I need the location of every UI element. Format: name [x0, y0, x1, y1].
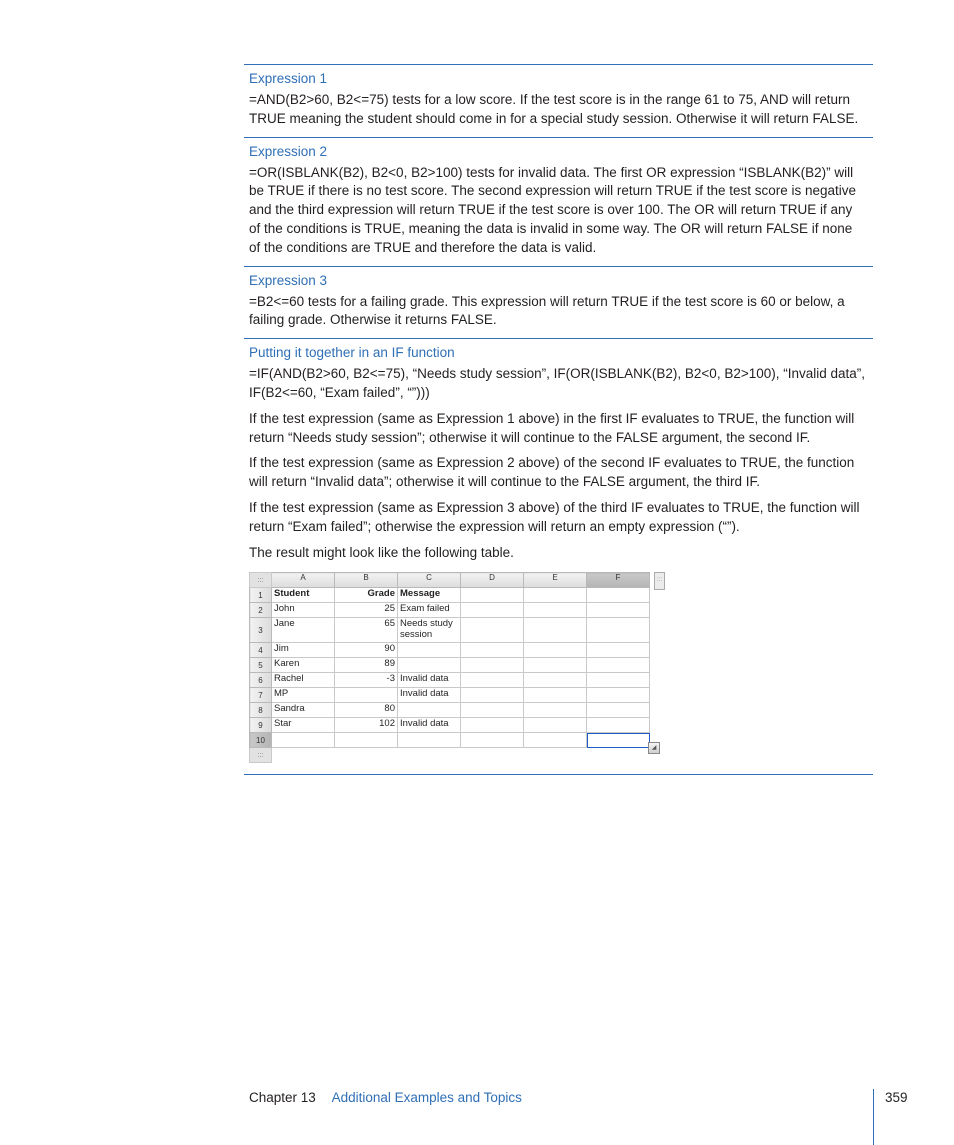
cell[interactable] — [587, 688, 650, 703]
cell[interactable] — [587, 658, 650, 673]
table-row — [250, 603, 650, 618]
cell[interactable]: Grade — [335, 588, 398, 603]
cell[interactable]: Sandra — [272, 703, 335, 718]
explanation-paragraph: If the test expression (same as Expression 1 above) in the first IF evaluates to TRUE, the function will return “Needs study session”; otherwise it will continue to the FALSE argument, the second IF. — [249, 410, 855, 445]
cell[interactable] — [524, 673, 587, 688]
cell[interactable]: Invalid data — [398, 718, 461, 733]
spreadsheet-table — [249, 572, 650, 763]
cell[interactable] — [461, 658, 524, 673]
cell[interactable] — [587, 643, 650, 658]
expression-1-heading: Expression 1 — [249, 71, 328, 86]
table-row — [250, 618, 650, 643]
cell[interactable]: Jane — [272, 618, 335, 643]
cell[interactable] — [587, 673, 650, 688]
cell[interactable]: Student — [272, 588, 335, 603]
cell[interactable] — [587, 718, 650, 733]
column-header-f[interactable]: F — [587, 573, 650, 588]
cell[interactable]: 102 — [335, 718, 398, 733]
cell[interactable]: Invalid data — [398, 688, 461, 703]
cell[interactable]: Message — [398, 588, 461, 603]
selected-cell[interactable] — [587, 733, 650, 748]
cell[interactable] — [272, 733, 335, 748]
cell[interactable]: 25 — [335, 603, 398, 618]
cell[interactable]: Karen — [272, 658, 335, 673]
column-grip-handle[interactable]: ::: — [654, 572, 665, 590]
row-header[interactable]: 2 — [250, 603, 272, 618]
cell[interactable] — [587, 603, 650, 618]
cell[interactable] — [461, 688, 524, 703]
cell[interactable] — [335, 733, 398, 748]
cell[interactable] — [524, 588, 587, 603]
cell[interactable] — [461, 588, 524, 603]
row-header[interactable]: 1 — [250, 588, 272, 603]
cell[interactable] — [524, 703, 587, 718]
sheet-corner[interactable]: ::: — [250, 573, 272, 588]
expression-3-section — [244, 266, 873, 339]
column-header-row — [250, 573, 650, 588]
cell[interactable] — [398, 658, 461, 673]
cell[interactable] — [461, 718, 524, 733]
cell[interactable] — [461, 733, 524, 748]
cell[interactable] — [461, 643, 524, 658]
row-header[interactable]: 9 — [250, 718, 272, 733]
result-intro: The result might look like the following table. — [249, 544, 514, 560]
expression-2-text: =OR(ISBLANK(B2), B2<0, B2>100) tests for invalid data. The first OR expression “ISBLANK(B2)” will be TRUE if there is no test score. The second expression will return TRUE if the test score is negative and the third expression will return TRUE if the test score is over 100. The OR will return TRUE if any of the conditions is TRUE, meaning the data is invalid in some way. The OR will return FALSE if none of the conditions are TRUE and therefore the data is valid. — [249, 164, 857, 255]
cell[interactable] — [524, 643, 587, 658]
cell[interactable] — [398, 643, 461, 658]
if-function-heading: Putting it together in an IF function — [249, 345, 455, 361]
if-function-section — [244, 338, 873, 775]
cell[interactable] — [524, 603, 587, 618]
expression-3-heading: Expression 3 — [249, 272, 328, 288]
row-grip[interactable]: ::: — [250, 748, 272, 763]
column-header-b[interactable]: B — [335, 573, 398, 588]
cell[interactable]: Exam failed — [398, 603, 461, 618]
expression-1-text: =AND(B2>60, B2<=75) tests for a low score. If the test score is in the range 61 to 75, AND will return TRUE meaning the student should come in for a special study session. Otherwise it will return FALSE. — [249, 92, 859, 126]
column-header-a[interactable]: A — [272, 573, 335, 588]
cell[interactable] — [587, 703, 650, 718]
cell[interactable]: 89 — [335, 658, 398, 673]
cell[interactable] — [461, 703, 524, 718]
explanation-paragraph: If the test expression (same as Expression 2 above) of the second IF evaluates to TRUE, the function will return “Invalid data”; otherwise it will continue to the FALSE argument, the third IF. — [249, 455, 855, 490]
page-footer — [249, 1090, 522, 1105]
chapter-label: Chapter 13 — [249, 1090, 316, 1105]
cell[interactable] — [398, 733, 461, 748]
cell[interactable]: 65 — [335, 618, 398, 643]
table-row — [250, 588, 650, 603]
table-footer-row — [250, 748, 650, 763]
cell[interactable]: Star — [272, 718, 335, 733]
cell[interactable]: Needs study session — [398, 618, 461, 643]
cell[interactable]: Invalid data — [398, 673, 461, 688]
cell[interactable] — [524, 688, 587, 703]
row-header[interactable]: 8 — [250, 703, 272, 718]
table-row — [250, 718, 650, 733]
expression-2-heading: Expression 2 — [249, 143, 328, 159]
cell[interactable]: Rachel — [272, 673, 335, 688]
cell[interactable] — [587, 588, 650, 603]
cell[interactable]: MP — [272, 688, 335, 703]
row-header[interactable]: 5 — [250, 658, 272, 673]
cell[interactable]: John — [272, 603, 335, 618]
row-header[interactable]: 3 — [250, 618, 272, 643]
page-number-divider — [873, 1089, 874, 1145]
page-content — [244, 64, 873, 775]
row-header[interactable]: 10 — [250, 733, 272, 748]
table-row — [250, 643, 650, 658]
expression-3-text: =B2<=60 tests for a failing grade. This expression will return TRUE if the test score is 60 or below, a failing grade. Otherwise it returns FALSE. — [249, 293, 845, 328]
expression-1-section — [244, 64, 873, 137]
cell[interactable] — [335, 688, 398, 703]
table-row — [250, 658, 650, 673]
table-row — [250, 733, 650, 748]
expression-2-section — [244, 137, 873, 266]
explanation-paragraph: If the test expression (same as Expression 3 above) of the third IF evaluates to TRUE, the function will return “Exam failed”; otherwise the expression will return an empty expression (“”). — [249, 499, 860, 534]
cell[interactable] — [524, 718, 587, 733]
cell[interactable] — [461, 673, 524, 688]
table-row — [250, 688, 650, 703]
column-header-d[interactable]: D — [461, 573, 524, 588]
row-header[interactable]: 4 — [250, 643, 272, 658]
cell[interactable]: 80 — [335, 703, 398, 718]
row-header[interactable]: 7 — [250, 688, 272, 703]
cell[interactable] — [461, 603, 524, 618]
cell[interactable] — [587, 618, 650, 643]
resize-handle-icon[interactable]: ◢ — [648, 742, 660, 754]
table-row — [250, 673, 650, 688]
cell[interactable]: -3 — [335, 673, 398, 688]
table-row — [250, 703, 650, 718]
spreadsheet-figure — [249, 572, 669, 762]
page-number: 359 — [885, 1090, 908, 1105]
cell[interactable] — [524, 658, 587, 673]
cell[interactable] — [524, 733, 587, 748]
cell[interactable]: Jim — [272, 643, 335, 658]
cell[interactable]: 90 — [335, 643, 398, 658]
row-header[interactable]: 6 — [250, 673, 272, 688]
cell[interactable] — [398, 703, 461, 718]
cell[interactable] — [524, 618, 587, 643]
cell[interactable] — [461, 618, 524, 643]
footer-spacer — [272, 748, 650, 763]
column-header-c[interactable]: C — [398, 573, 461, 588]
if-formula: =IF(AND(B2>60, B2<=75), “Needs study session”, IF(OR(ISBLANK(B2), B2<0, B2>100), “Invalid data”, IF(B2<=60, “Exam failed”, “”))) — [249, 366, 866, 400]
column-header-e[interactable]: E — [524, 573, 587, 588]
chapter-title-link[interactable]: Additional Examples and Topics — [331, 1090, 522, 1105]
